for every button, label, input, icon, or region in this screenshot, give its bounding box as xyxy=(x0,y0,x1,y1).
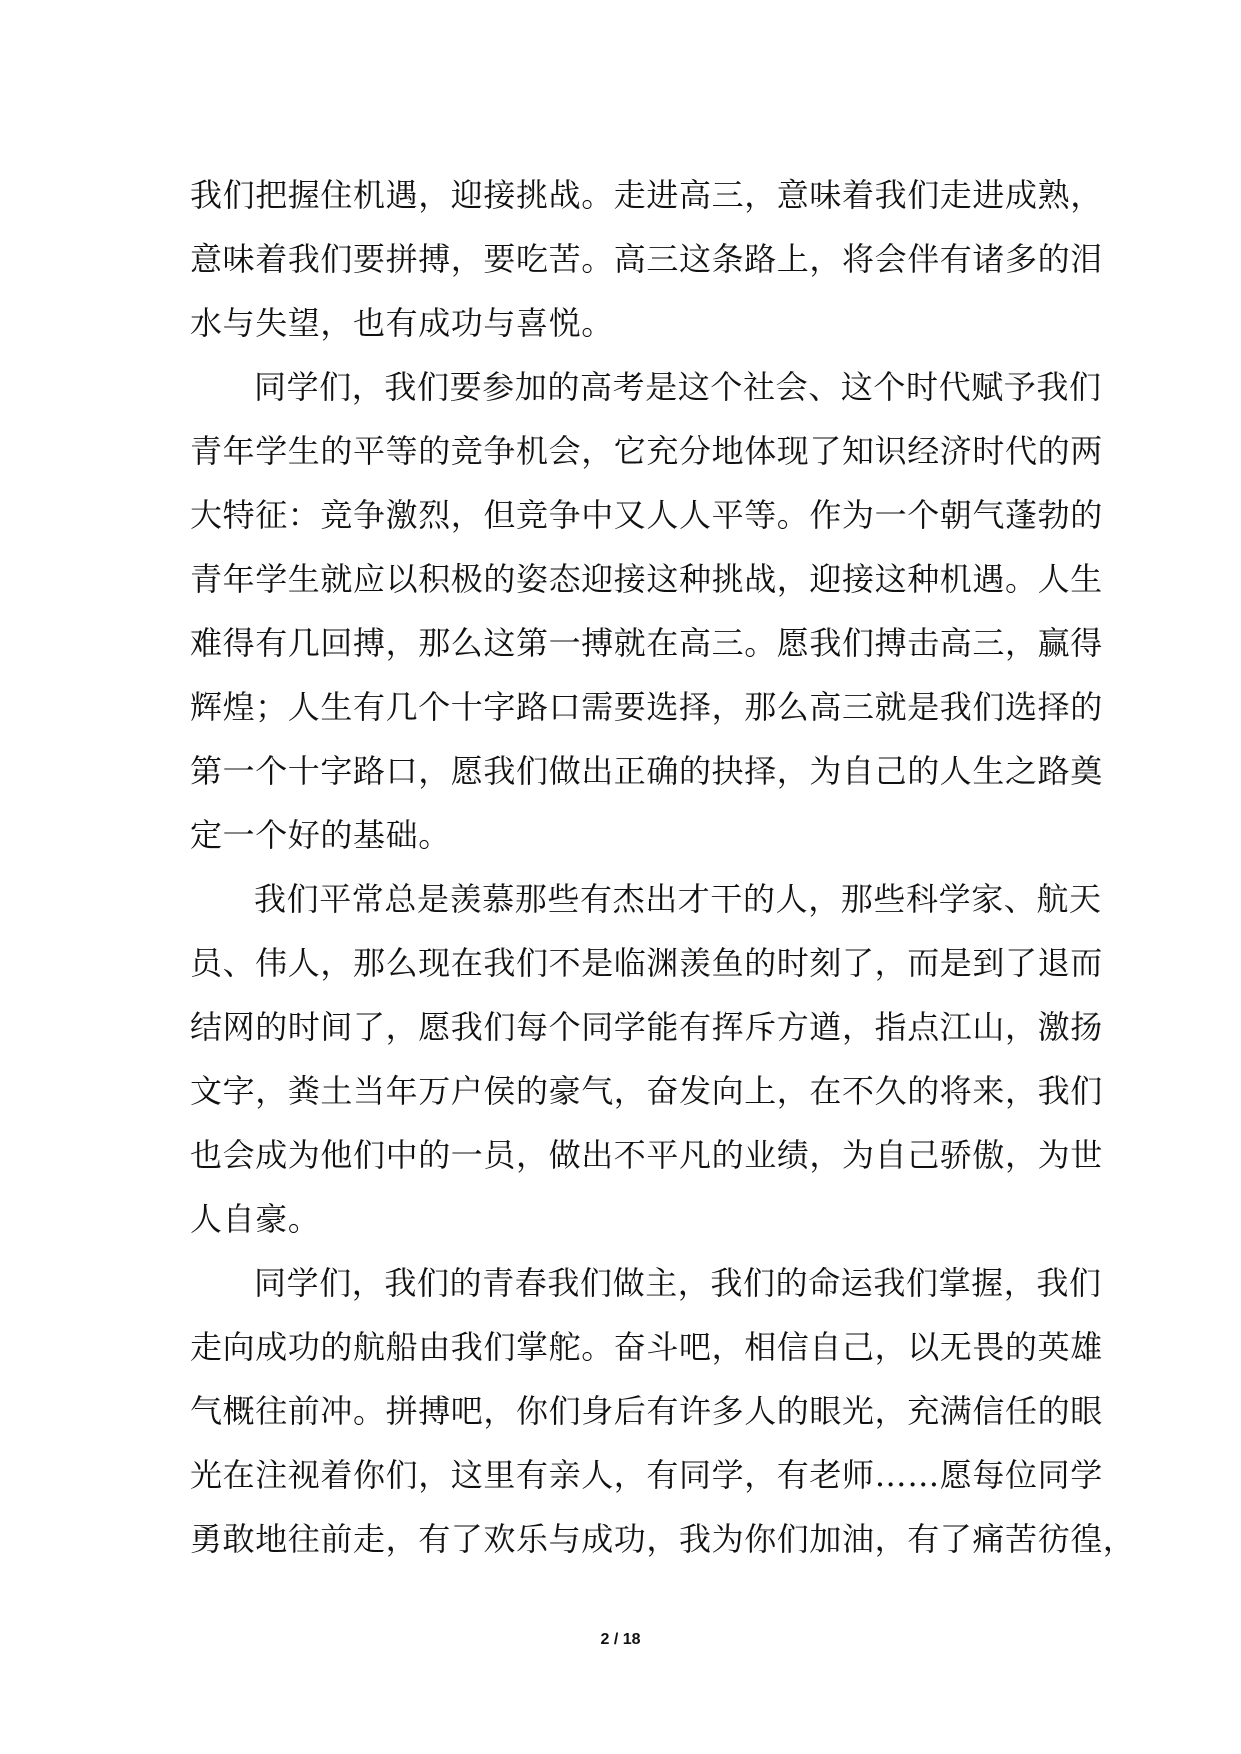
text-line: 也会成为他们中的一员，做出不平凡的业绩，为自己骄傲，为世 xyxy=(190,1136,1103,1174)
text-line: 大特征：竞争激烈，但竞争中又人人平等。作为一个朝气蓬勃的 xyxy=(190,496,1103,534)
text-line: 光在注视着你们，这里有亲人，有同学，有老师……愿每位同学 xyxy=(190,1456,1103,1494)
text-line: 文字，粪土当年万户侯的豪气，奋发向上，在不久的将来，我们 xyxy=(190,1072,1103,1110)
text-line: 定一个好的基础。 xyxy=(190,816,451,854)
text-line: 难得有几回搏，那么这第一搏就在高三。愿我们搏击高三，赢得 xyxy=(190,624,1103,662)
text-line: 员、伟人，那么现在我们不是临渊羡鱼的时刻了，而是到了退而 xyxy=(190,944,1103,982)
page-number: 2 / 18 xyxy=(600,1631,641,1648)
text-line: 第一个十字路口，愿我们做出正确的抉择，为自己的人生之路奠 xyxy=(190,752,1103,790)
text-line: 勇敢地往前走，有了欢乐与成功，我为你们加油，有了痛苦彷徨， xyxy=(190,1520,1136,1558)
text-line: 青年学生的平等的竞争机会，它充分地体现了知识经济时代的两 xyxy=(190,432,1103,470)
text-line: 青年学生就应以积极的姿态迎接这种挑战，迎接这种机遇。人生 xyxy=(190,560,1103,598)
text-line: 辉煌；人生有几个十字路口需要选择，那么高三就是我们选择的 xyxy=(190,688,1103,726)
paragraph-first-line: 我们平常总是羡慕那些有杰出才干的人，那些科学家、航天 xyxy=(254,880,1102,918)
text-line: 水与失望，也有成功与喜悦。 xyxy=(190,304,614,342)
text-line: 结网的时间了，愿我们每个同学能有挥斥方遒，指点江山，激扬 xyxy=(190,1008,1103,1046)
body-text xyxy=(190,163,1136,1571)
text-line: 气概往前冲。拼搏吧，你们身后有许多人的眼光，充满信任的眼 xyxy=(190,1392,1103,1430)
text-line: 走向成功的航船由我们掌舵。奋斗吧，相信自己，以无畏的英雄 xyxy=(190,1328,1103,1366)
paragraph-first-line: 同学们，我们要参加的高考是这个社会、这个时代赋予我们 xyxy=(254,368,1102,406)
paragraph-first-line: 同学们，我们的青春我们做主，我们的命运我们掌握，我们 xyxy=(254,1264,1102,1302)
text-line: 人自豪。 xyxy=(190,1200,321,1238)
text-line: 意味着我们要拼搏，要吃苦。高三这条路上，将会伴有诸多的泪 xyxy=(190,240,1103,278)
text-line: 我们把握住机遇，迎接挑战。走进高三，意味着我们走进成熟， xyxy=(190,176,1103,214)
